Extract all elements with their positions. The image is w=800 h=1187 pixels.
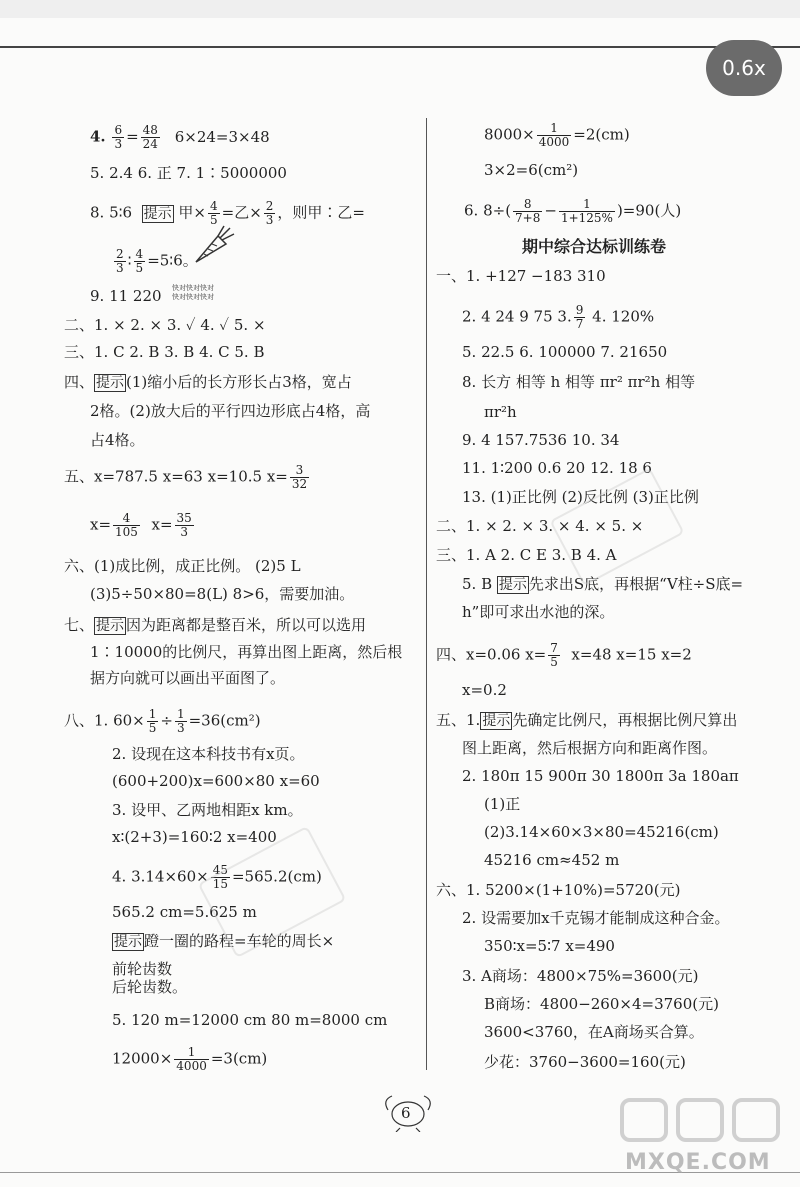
answer-line: 六、1. 5200×(1+10%)=5720(元) xyxy=(436,881,681,899)
answer-line: 45216 cm≈452 m xyxy=(484,851,620,869)
answer-line: 2. 4 24 9 75 3. $\frac{9}{7}$ 4. 120% xyxy=(462,303,655,331)
answer-line: (3)5÷50×80=8(L) 8>6，需要加油。 xyxy=(90,585,355,603)
answer-line: 六、(1)成比例，成正比例。 (2)5 L xyxy=(64,557,301,575)
answer-line: 5. 120 m=12000 cm 80 m=8000 cm xyxy=(112,1011,388,1029)
kuaidui-logo: 快对快对快对 快对快对快对 xyxy=(172,284,214,301)
hint-label: 提示 xyxy=(482,713,511,729)
answer-line: 图上距离，然后根据方向和距离作图。 xyxy=(462,739,718,757)
answer-line: (2)3.14×60×3×80=45216(cm) xyxy=(484,823,719,841)
watermark-stamp xyxy=(549,468,684,587)
answer-line: (600+200)x=600×80 x=60 xyxy=(112,772,320,790)
watermark-text: MXQE.COM xyxy=(625,1150,771,1175)
answer-line: 三、1. A 2. C E 3. B 4. A xyxy=(436,546,617,564)
answer-line: 后轮齿数。 xyxy=(112,978,188,996)
hint-label: 提示 xyxy=(96,375,125,391)
answer-line: 二、1. × 2. × 3. ✓ 4. ✓ 5. × xyxy=(64,316,266,334)
answer-line: 11. 1∶200 0.6 20 12. 18 6 xyxy=(462,459,652,477)
hint-label: 提示 xyxy=(498,577,527,593)
top-bar xyxy=(0,0,800,18)
answer-line: 2. 180π 15 900π 30 1800π 3a 180aπ xyxy=(462,767,739,785)
answer-line: 五、1. 提示 先确定比例尺，再根据比例尺算出 xyxy=(436,711,738,729)
answer-line: 七、 提示 因为距离都是整百米，所以可以选用 xyxy=(64,616,367,634)
answer-line: 12000× $\frac{1}{4000}$ =3(cm) xyxy=(112,1045,268,1073)
column-divider xyxy=(426,118,427,1070)
answer-line: 8. 长方 相等 h 相等 πr² πr²h 相等 xyxy=(462,373,696,391)
answer-line: 8. 5∶6 提示 甲× $\frac{4}{5}$ =乙× $\frac{2}{3}$ ，则甲∶乙= xyxy=(90,199,365,227)
answer-line: 5. 22.5 6. 100000 7. 21650 xyxy=(462,343,668,361)
fraction: $\frac{6}{3}$ xyxy=(114,123,123,151)
fraction: $\frac{48}{24}$ xyxy=(142,123,158,151)
answer-line: 6. 8÷( $\frac{8}{7+8}$ − $\frac{1}{1+125\%}$ )=90(人) xyxy=(464,197,682,225)
answer-line: 据方向就可以画出平面图了。 xyxy=(90,669,286,687)
answer-line: 9. 4 157.7536 10. 34 xyxy=(462,431,620,449)
answer-line: 4. $\frac{6}{3}$ = $\frac{48}{24}$ 6×24=3×48 xyxy=(90,123,270,151)
answer-line: 少花：3760−3600=160(元) xyxy=(484,1053,686,1071)
answer-line: x= $\frac{4}{105}$ x= $\frac{35}{3}$ xyxy=(90,511,192,539)
answer-line: B商场：4800−260×4=3760(元) xyxy=(484,995,719,1013)
answer-text: 6×24=3×48 xyxy=(174,127,270,146)
hint-label: 提示 xyxy=(114,934,142,950)
answer-line: 1∶10000的比例尺，再算出图上距离，然后根 xyxy=(90,643,403,661)
hint-label: 提示 xyxy=(96,618,125,634)
answer-line: 四、 提示 (1)缩小后的长方形长占3格，宽占 xyxy=(64,373,352,391)
answer-line: 9. 11 220 xyxy=(90,287,162,305)
section-title: 期中综合达标训练卷 xyxy=(522,237,667,256)
answer-line: 3. 设甲、乙两地相距x km。 xyxy=(112,801,303,819)
answer-line: 2. 设现在这本科技书有x页。 xyxy=(112,745,305,763)
answer-line: $\frac{2}{3}$ ∶ $\frac{4}{5}$ =5∶6。 xyxy=(116,247,198,275)
answer-line: 前轮齿数 xyxy=(112,960,173,978)
answer-line: 二、1. × 2. × 3. × 4. × 5. × xyxy=(436,517,644,535)
answer-line: πr²h xyxy=(484,403,517,421)
answer-line: 五、x=787.5 x=63 x=10.5 x= $\frac{3}{32}$ xyxy=(64,463,308,491)
answer-line: (1)正 xyxy=(484,795,521,813)
answer-line: 3600<3760，在A商场买合算。 xyxy=(484,1023,704,1041)
answer-line: 四、x=0.06 x= $\frac{7}{5}$ x=48 x=15 x=2 xyxy=(436,641,692,669)
answer-line: 5. 2.4 6. 正 7. 1∶5000000 xyxy=(90,164,287,182)
answer-line: 3×2=6(cm²) xyxy=(484,161,579,179)
answer-line: 350∶x=5∶7 x=490 xyxy=(484,937,615,955)
answer-line: 5. B 提示 先求出S底，再根据“V柱÷S底= xyxy=(462,575,744,593)
answer-line: 8000× $\frac{1}{4000}$ =2(cm) xyxy=(484,121,630,149)
carrot-mascot-icon xyxy=(188,222,236,270)
answer-line: 565.2 cm=5.625 m xyxy=(112,903,257,921)
answer-line: x∶(2+3)=160∶2 x=400 xyxy=(112,828,277,846)
answer-line: 三、1. C 2. B 3. B 4. C 5. B xyxy=(64,343,265,361)
answer-line: 3. A商场：4800×75%=3600(元) xyxy=(462,967,699,985)
zoom-level-button[interactable]: 0.6x xyxy=(706,40,782,96)
page-number: 6 xyxy=(401,1104,411,1122)
hint-label: 提示 xyxy=(143,205,172,222)
answer-line: 一、1. +127 −183 310 xyxy=(436,267,606,285)
answer-line: 2格。(2)放大后的平行四边形底占4格，高 xyxy=(90,402,371,420)
answer-line: 提示 蹬一圈的路程=车轮的周长× xyxy=(114,932,335,950)
answer-line: 占4格。 xyxy=(90,431,145,449)
answer-line: x=0.2 xyxy=(462,681,507,699)
answer-line: 2. 设需要加x千克锡才能制成这种合金。 xyxy=(462,909,730,927)
answer-line: 八、1. 60× $\frac{1}{5}$ ÷ $\frac{1}{3}$ =36(cm²) xyxy=(64,707,261,735)
answer-line: 13. (1)正比例 (2)反比例 (3)正比例 xyxy=(462,488,699,506)
answer-line: h”即可求出水池的深。 xyxy=(462,603,615,621)
header-rule xyxy=(0,46,800,48)
answer-line: 4. 3.14×60× $\frac{45}{15}$ =565.2(cm) xyxy=(112,863,322,891)
item-number: 4. xyxy=(90,127,106,146)
